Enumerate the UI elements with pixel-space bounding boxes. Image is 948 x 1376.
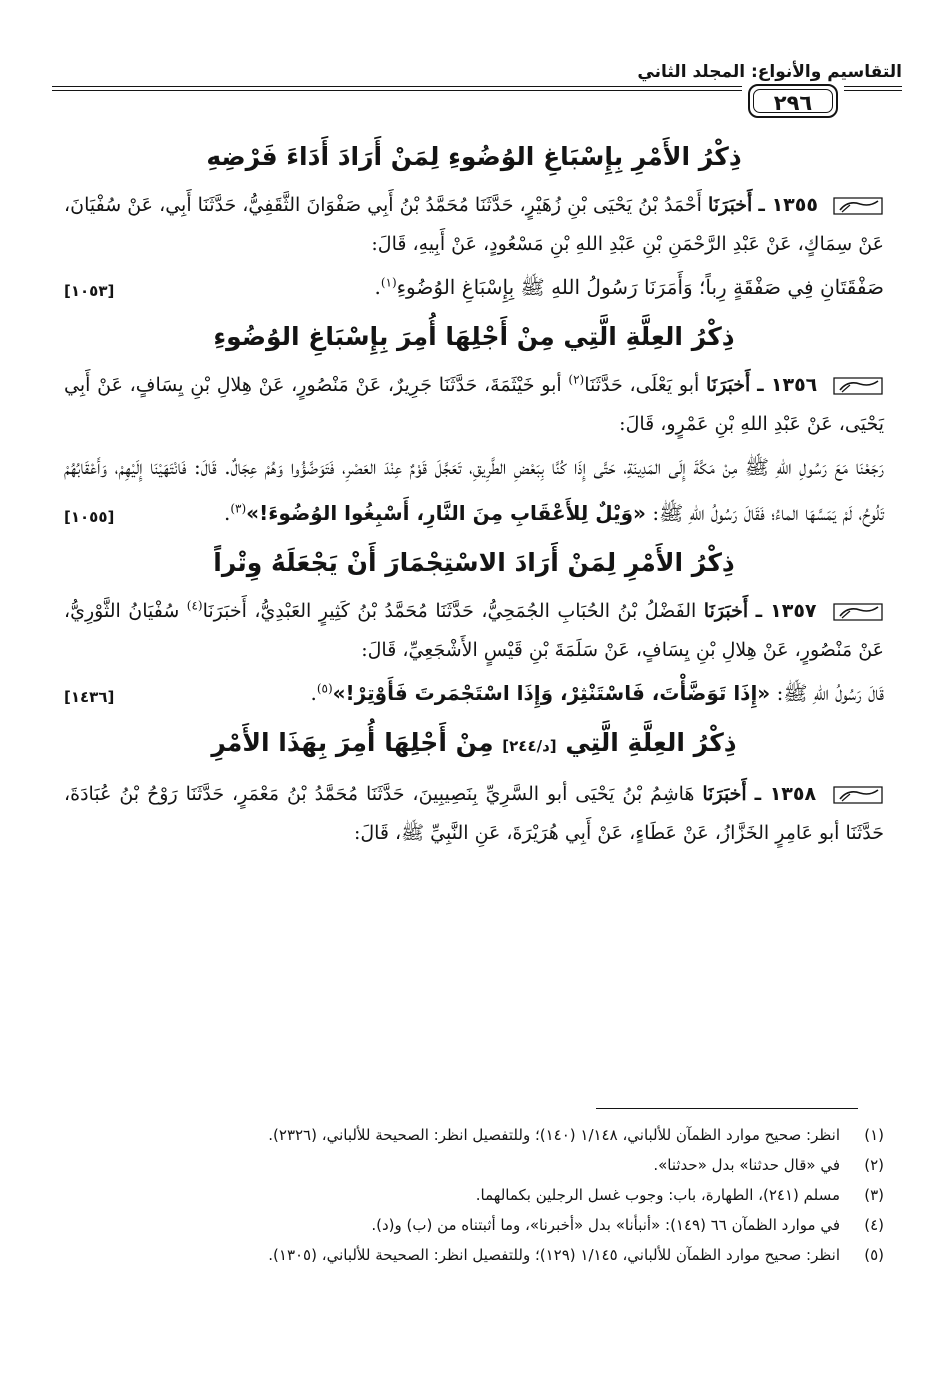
footnote-text: انظر: صحيح موارد الظمآن للألباني، ١/١٤٥ (١٢٩)؛ وللتفصيل انظر: الصحيحة للألباني، (١٣٠٥). xyxy=(268,1246,840,1264)
footnote-marker: (٣) xyxy=(230,501,247,516)
header-rule xyxy=(52,86,742,87)
hadith-number: ١٣٥٥ ـ xyxy=(758,194,818,216)
isnad-text: أَحْمَدُ بْنُ يَحْيَى بْنِ زُهَيْرٍ، حَدَّثَنَا مُحَمَّدُ بْنُ أَبِي صَفْوَانَ الثَّقَفِيُّ، حَدَّثَنَا أَبِي، عَنْ سُفْيَانَ، عَنْ سِمَاكٍ، عَنْ عَبْدِ الرَّحْمَنِ بْنِ عَبْدِ اللهِ بْنِ مَسْعُودٍ، عَنْ أَبِيهِ، قَالَ: xyxy=(64,194,884,255)
akhbarana-word: أَخبَرَنَا xyxy=(706,374,751,396)
footnote-number: (٣) xyxy=(864,1186,884,1204)
footnote-number: (٤) xyxy=(864,1216,884,1234)
footnote-number: (٥) xyxy=(864,1246,884,1264)
footnote-text: في «قال حدثنا» بدل «حدثنا». xyxy=(653,1156,840,1174)
akhbarana-word: أَخبَرَنَا xyxy=(703,600,749,622)
hadith-reference: [١٤٣٦] xyxy=(64,688,115,706)
section-heading: ذِكْرُ الأَمْرِ لِمَنْ أَرَادَ الاسْتِجْمَارَ أَنْ يَجْعَلَهُ وِتْراً xyxy=(213,548,735,577)
quill-ornament-icon xyxy=(832,600,884,624)
footnote xyxy=(64,1150,884,1180)
footnote-marker: (٤) xyxy=(186,598,203,613)
isnad-text: هَاشِمُ بْنُ يَحْيَى أبو السَّرِيِّ بِنَصِيبِينَ، حَدَّثَنَا مُحَمَّدُ بْنُ مَعْمَرٍ، حَدَّثَنَا رَوْحُ بْنُ عُبَادَةَ، حَدَّثَنَا أبو عَامِرٍ الخَزَّازُ، عَنْ عَطَاءٍ، عَنْ أَبِي هُرَيْرَةَ، عَنِ النَّبِيِّ ﷺ، قَالَ: xyxy=(64,783,884,844)
page-body xyxy=(64,140,884,863)
footnote-number: (١) xyxy=(864,1126,884,1144)
matn-paragraph: رَجَعْنَا مَعَ رَسُولِ اللهِ ﷺ مِنْ مَكَّةَ إِلَى المَدِينَةِ، حَتَّى إِذَا كُنَّا بِبَعْضِ الطَّرِيقِ، تَعَجَّلَ قَوْمٌ عِنْدَ العَصْرِ، فَتَوَضَّؤُوا وَهُمْ عِجَالٌ. قَالَ: فَانْتَهَيْنَا إِلَيْهِمْ، وَأَعْقَابُهُمْ تَلُوحُ، لَمْ يَمَسَّهَا الماءُ؛ فَقَالَ رَسُولُ اللهِ ﷺ: «وَيْلٌ لِلأَعْقَابِ مِنَ النَّارِ، أَسْبِغُوا الوُضُوءَ!»$^{(٣)}$. [١٠٥٥] xyxy=(64,444,884,536)
hadith-number: ١٣٥٨ ـ xyxy=(754,783,817,805)
page-number: ٢٩٦ xyxy=(748,84,838,118)
isnad-text: أبو خَيْثَمَةَ، حَدَّثَنَا جَرِيرٌ، عَنْ مَنْصُورٍ، عَنْ هِلالِ بْنِ يِسَافٍ، عَنْ أَبِي يَحْيَى، عَنْ عَبْدِ اللهِ بْنِ عَمْرٍو، قَالَ: xyxy=(64,374,884,435)
footnote-marker: (١) xyxy=(380,275,397,290)
quill-ornament-icon xyxy=(832,194,884,218)
hadith-number: ١٣٥٧ ـ xyxy=(755,600,817,622)
chapter-section xyxy=(64,726,884,853)
footnote xyxy=(64,1180,884,1210)
section-heading-part: ذِكْرُ العِلَّةِ الَّتِي xyxy=(565,728,737,757)
chapter-section xyxy=(64,320,884,536)
section-heading-part: مِنْ أَجْلِهَا أُمِرَ بِهَذَا الأَمْرِ xyxy=(211,728,494,757)
manuscript-page-note: [د/٢٤٤] xyxy=(502,737,557,755)
footnote-number: (٢) xyxy=(864,1156,884,1174)
footnote-text: انظر: صحيح موارد الظمآن للألباني، ١/١٤٨ (١٤٠)؛ وللتفصيل انظر: الصحيحة للألباني، (٢٣٢٦). xyxy=(268,1126,840,1144)
chapter-section xyxy=(64,546,884,716)
isnad-paragraph xyxy=(64,775,884,853)
footnote-separator xyxy=(596,1108,858,1109)
header-rule xyxy=(844,90,902,91)
isnad-text: أبو يَعْلَى، حَدَّثَنَا xyxy=(584,374,700,396)
section-heading: ذِكْرُ الأَمْرِ بِإِسْبَاغِ الوُضُوءِ لِمَنْ أَرَادَ أَدَاءَ فَرْضِهِ xyxy=(206,142,742,171)
footnote-marker: (٥) xyxy=(316,681,333,696)
akhbarana-word: أَخبَرَنَا xyxy=(702,783,747,805)
footnote-text: مسلم (٢٤١)، الطهارة، باب: وجوب غسل الرجلين بكمالهما. xyxy=(475,1186,840,1204)
quill-ornament-icon xyxy=(832,374,884,398)
isnad-paragraph xyxy=(64,366,884,444)
footnote xyxy=(64,1210,884,1240)
hadith-reference: [١٠٥٣] xyxy=(64,282,115,300)
quill-ornament-icon xyxy=(832,783,884,807)
prophetic-quote: «وَيْلٌ لِلأَعْقَابِ مِنَ النَّارِ، أَسْبِغُوا الوُضُوءَ!» xyxy=(246,501,646,525)
footnotes xyxy=(64,1120,884,1270)
header-rule xyxy=(52,90,742,91)
akhbarana-word: أَخبَرَنَا xyxy=(708,194,753,216)
matn-text: رَجَعْنَا مَعَ رَسُولِ اللهِ ﷺ مِنْ مَكَّةَ إِلَى المَدِينَةِ، حَتَّى إِذَا كُنَّا بِبَعْضِ الطَّرِيقِ، تَعَجَّلَ قَوْمٌ عِنْدَ العَصْرِ، فَتَوَضَّؤُوا وَهُمْ عِجَالٌ. قَالَ: فَانْتَهَيْنَا إِلَيْهِمْ، وَأَعْقَابُهُمْ تَلُوحُ، لَمْ يَمَسَّهَا الماءُ؛ فَقَالَ رَسُولُ اللهِ ﷺ: xyxy=(64,455,884,525)
matn-text: صَفْقَتَانِ فِي صَفْقَةٍ رِباً؛ وَأَمَرَنَا رَسُولُ اللهِ ﷺ بِإِسْبَاغِ الوُضُوءِ xyxy=(396,275,884,299)
isnad-paragraph xyxy=(64,592,884,670)
hadith-reference: [١٠٥٥] xyxy=(64,508,115,526)
footnote-text: في موارد الظمآن ٦٦ (١٤٩): «أنبأنا» بدل «أخبرنا»، وما أثبتناه من (ب) و(د). xyxy=(371,1216,840,1234)
isnad-text: الفَضْلُ بْنُ الحُبَابِ الجُمَحِيُّ، حَدَّثَنَا مُحَمَّدُ بْنُ كَثِيرٍ العَبْدِيُّ، أَخبَرَنَا xyxy=(202,600,697,622)
matn-text: قَالَ رَسُولُ اللهِ ﷺ: xyxy=(776,681,884,705)
footnote-marker: (٢) xyxy=(568,372,585,387)
footnote xyxy=(64,1120,884,1150)
header-rule xyxy=(844,86,902,87)
matn-paragraph: [١٤٣٦] قَالَ رَسُولُ اللهِ ﷺ: «إِذَا تَوَضَّأْتَ، فَاسْتَنْثِرْ، وَإِذَا اسْتَجْمَرتَ فَأَوْتِرْ!»$^{(٥)}$. xyxy=(64,670,884,716)
page-header xyxy=(52,62,902,115)
matn-paragraph: [١٠٥٣] صَفْقَتَانِ فِي صَفْقَةٍ رِباً؛ وَأَمَرَنَا رَسُولُ اللهِ ﷺ بِإِسْبَاغِ الوُضُوءِ$^{(١)}$. xyxy=(64,264,884,310)
prophetic-quote: «إِذَا تَوَضَّأْتَ، فَاسْتَنْثِرْ، وَإِذَا اسْتَجْمَرتَ فَأَوْتِرْ!» xyxy=(332,681,771,705)
isnad-text: سُفْيَانُ الثَّوْرِيُّ، عَنْ مَنْصُورٍ، عَنْ هِلالِ بْنِ يِسَافٍ، عَنْ سَلَمَةَ بْنِ قَيْسٍ الأَشْجَعِيِّ، قَالَ: xyxy=(64,600,884,661)
section-heading: ذِكْرُ العِلَّةِ الَّتِي مِنْ أَجْلِهَا أُمِرَ بِإِسْبَاغِ الوُضُوءِ xyxy=(213,322,735,351)
isnad-paragraph xyxy=(64,186,884,264)
footnote xyxy=(64,1240,884,1270)
running-title: التقاسيم والأنواع: المجلد الثاني xyxy=(637,62,902,82)
section-heading xyxy=(64,726,884,763)
hadith-number: ١٣٥٦ ـ xyxy=(757,374,818,396)
chapter-section xyxy=(64,140,884,310)
